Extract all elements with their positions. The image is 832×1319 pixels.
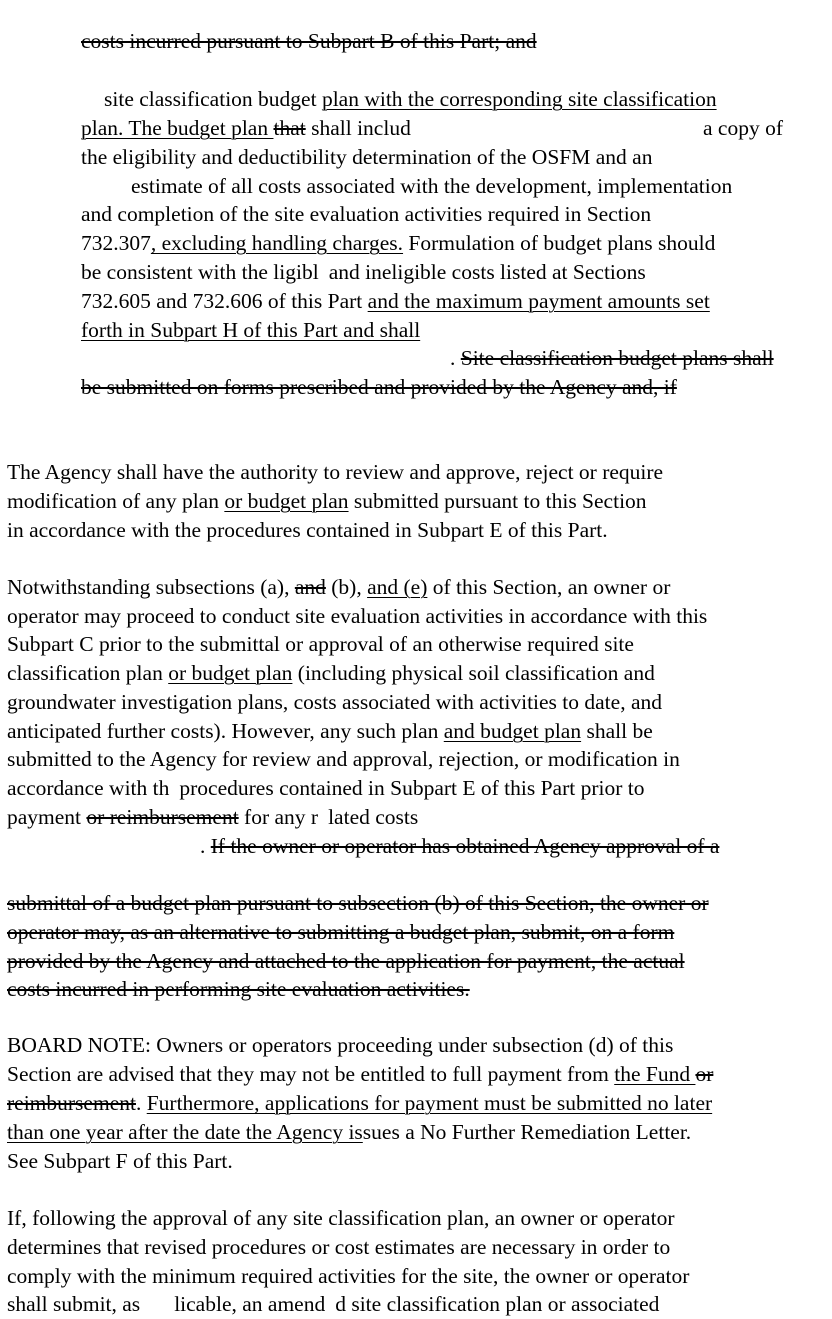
text-run: 732.307 <box>81 231 151 255</box>
text-run: of this Section, an owner or <box>427 575 671 599</box>
inserted-text: or budget plan <box>168 661 293 685</box>
text-line: in accordance with the procedures contained in Subpart E of this Part. <box>7 518 608 542</box>
struck-text: Site classification budget plans shall <box>460 346 774 370</box>
text-run: (b), <box>325 575 368 599</box>
text-line: submitted to the Agency for review and approval, rejection, or modification in <box>7 747 680 771</box>
inserted-text: , excluding handling charges. <box>150 231 404 255</box>
text-run: (including physical soil classification and <box>292 661 655 685</box>
text-run: submitted pursuant to this Section <box>348 489 647 513</box>
text-run: . <box>450 346 461 370</box>
inserted-text: than one year after the date the Agency is <box>7 1120 363 1144</box>
text-line <box>7 659 655 688</box>
text-line <box>7 487 647 516</box>
text-run: . <box>200 834 211 858</box>
inserted-text: the Fund <box>614 1062 696 1086</box>
text-line <box>7 1060 713 1089</box>
text-line <box>7 717 653 746</box>
text-line: groundwater investigation plans, costs associated with activities to date, and <box>7 690 662 714</box>
inserted-text: and the maximum payment amounts set <box>367 289 710 313</box>
struck-text: costs incurred in performing site evaluation activities. <box>7 977 470 1001</box>
struck-text: provided by the Agency and attached to the application for payment, the actual <box>7 949 685 973</box>
struck-text: be submitted on forms prescribed and provided by the Agency and, if <box>81 375 677 399</box>
text-line: a copy of <box>703 116 783 140</box>
struck-text: operator may, as an alternative to submitting a budget plan, submit, on a form <box>7 920 675 944</box>
struck-text: reimbursement <box>7 1091 136 1115</box>
text-run: shall includ <box>305 116 411 140</box>
struck-text: or reimbursement <box>86 805 239 829</box>
text-line <box>104 85 717 114</box>
text-run: Formulation of budget plans should <box>403 231 716 255</box>
text-line: determines that revised procedures or cost estimates are necessary in order to <box>7 1235 671 1259</box>
text-line <box>7 1089 712 1118</box>
text-line <box>81 258 646 287</box>
text-line: estimate of all costs associated with the development, implementation <box>131 174 733 198</box>
text-line <box>81 114 411 143</box>
text-run: classification plan <box>7 661 169 685</box>
text-run: Section are advised that they may not be entitled to full payment from <box>7 1062 615 1086</box>
text-line: Subpart C prior to the submittal or approval of an otherwise required site <box>7 632 634 656</box>
text-line: operator may proceed to conduct site evaluation activities in accordance with this <box>7 604 708 628</box>
text-run: and ineligible costs listed at Sections <box>328 260 646 284</box>
text-line <box>81 287 710 316</box>
text-run: 732.605 and 732.606 of this Part <box>81 289 368 313</box>
text-run: Notwithstanding subsections (a), <box>7 575 295 599</box>
text-run: site classification budget <box>104 87 322 111</box>
text-line: See Subpart F of this Part. <box>7 1149 233 1173</box>
text-run: be consistent with the <box>81 260 274 284</box>
text-line <box>7 1290 659 1319</box>
text-run: for any r <box>238 805 319 829</box>
text-line <box>7 774 645 803</box>
inserted-text: or budget plan <box>224 489 349 513</box>
struck-text: If the owner or operator has obtained Agency approval of a <box>210 834 720 858</box>
text-line: If, following the approval of any site classification plan, an owner or operator <box>7 1206 675 1230</box>
text-line <box>7 803 418 832</box>
struck-text: that <box>273 116 306 140</box>
text-line: BOARD NOTE: Owners or operators proceeding under subsection (d) of this <box>7 1033 674 1057</box>
struck-text: costs incurred pursuant to Subpart B of this Part; and <box>81 29 537 53</box>
text-line <box>450 344 774 373</box>
text-run: . <box>135 1091 147 1115</box>
struck-text: and <box>294 575 326 599</box>
text-run: shall be <box>581 719 653 743</box>
text-line <box>200 832 719 861</box>
inserted-text: forth in Subpart H of this Part and shall <box>81 318 421 342</box>
inserted-text: and budget plan <box>443 719 582 743</box>
text-run: payment <box>7 805 87 829</box>
struck-text: or <box>695 1062 714 1086</box>
text-line: comply with the minimum required activities for the site, the owner or operator <box>7 1264 690 1288</box>
text-run: procedures contained in Subpart E of this Part prior to <box>179 776 645 800</box>
text-run: anticipated further costs). However, any such plan <box>7 719 444 743</box>
text-run: licable, an amend <box>174 1292 326 1316</box>
text-run: d site classification plan or associated <box>335 1292 660 1316</box>
text-line: The Agency shall have the authority to review and approve, reject or require <box>7 460 664 484</box>
text-run: shall submit, as <box>7 1292 141 1316</box>
text-line <box>7 573 670 602</box>
text-run: modification of any plan <box>7 489 225 513</box>
text-run: sues a No Further Remediation Letter. <box>362 1120 692 1144</box>
text-line: and completion of the site evaluation activities required in Section <box>81 202 652 226</box>
text-run: accordance with th <box>7 776 170 800</box>
inserted-text: Furthermore, applications for payment must be submitted no later <box>146 1091 713 1115</box>
inserted-text: plan. The budget plan <box>81 116 274 140</box>
text-line <box>7 1118 691 1147</box>
inserted-text: and (e) <box>367 575 428 599</box>
text-run: lated costs <box>328 805 419 829</box>
text-line: the eligibility and deductibility determination of the OSFM and an <box>81 145 653 169</box>
text-run: ligibl <box>273 260 319 284</box>
struck-text: submittal of a budget plan pursuant to subsection (b) of this Section, the owner or <box>7 891 709 915</box>
inserted-text: plan with the corresponding site classification <box>321 87 717 111</box>
text-line <box>81 229 715 258</box>
